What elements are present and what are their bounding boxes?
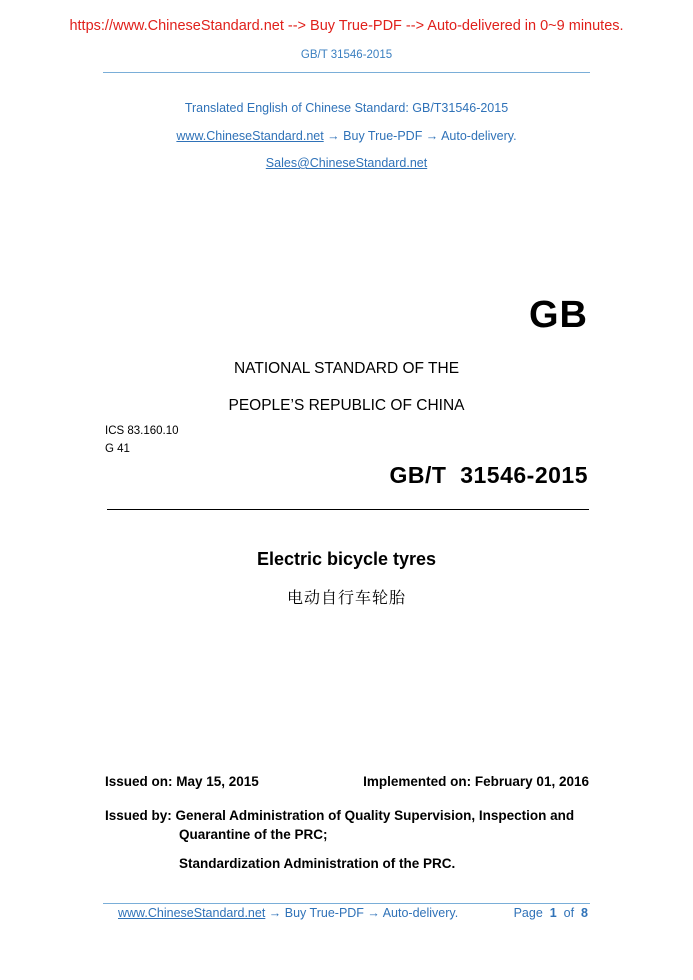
footer-purchase-line [118,906,458,920]
issued-on-date: Issued on: May 15, 2015 [105,774,259,789]
footer-purchase-suffix: → Buy True-PDF → Auto-delivery. [265,906,459,920]
footer-site-link[interactable]: www.ChineseStandard.net [118,906,266,920]
page-label: Page [513,906,543,920]
site-link[interactable]: www.ChineseStandard.net [176,129,324,143]
issuer-org2: Standardization Administration of the PRC. [179,856,456,871]
issued-by-row1 [105,808,595,823]
page-current: 1 [549,906,557,920]
national-standard-line2: PEOPLE’S REPUBLIC OF CHINA [228,397,465,414]
header-divider [103,72,590,73]
top-banner-link[interactable]: https://www.ChineseStandard.net --> Buy True-PDF --> Auto-delivered in 0~9 minutes. [69,18,624,34]
running-header-title: GB/T 31546-2015 [300,49,393,61]
issuer-org1-line1: General Administration of Quality Supervision, Inspection and [175,808,575,823]
ics-code: ICS 83.160.10 [105,425,179,437]
classification-code: G 41 [105,443,130,455]
standard-number: GB/T 31546-2015 [389,462,588,488]
footer-divider [103,903,590,904]
email-line [0,156,693,170]
title-chinese: 电动自行车轮胎 [286,588,406,607]
implemented-on-date: Implemented on: February 01, 2016 [363,774,589,789]
title-rule [107,509,589,510]
translated-notice: Translated English of Chinese Standard: GB/T31546-2015 [184,101,509,115]
page-indicator [514,906,588,920]
page-of: of [563,906,575,920]
title-english: Electric bicycle tyres [256,549,437,569]
issued-by-label: Issued by: [105,808,172,823]
page-total: 8 [581,906,588,920]
purchase-suffix: → Buy True-PDF → Auto-delivery. [323,129,517,143]
gb-mark: GB [529,294,588,336]
purchase-line [0,129,693,143]
email-link[interactable]: Sales@ChineseStandard.net [265,156,428,170]
national-standard-line1: NATIONAL STANDARD OF THE [233,360,460,377]
issuer-org1-line2: Quarantine of the PRC; [179,827,328,842]
